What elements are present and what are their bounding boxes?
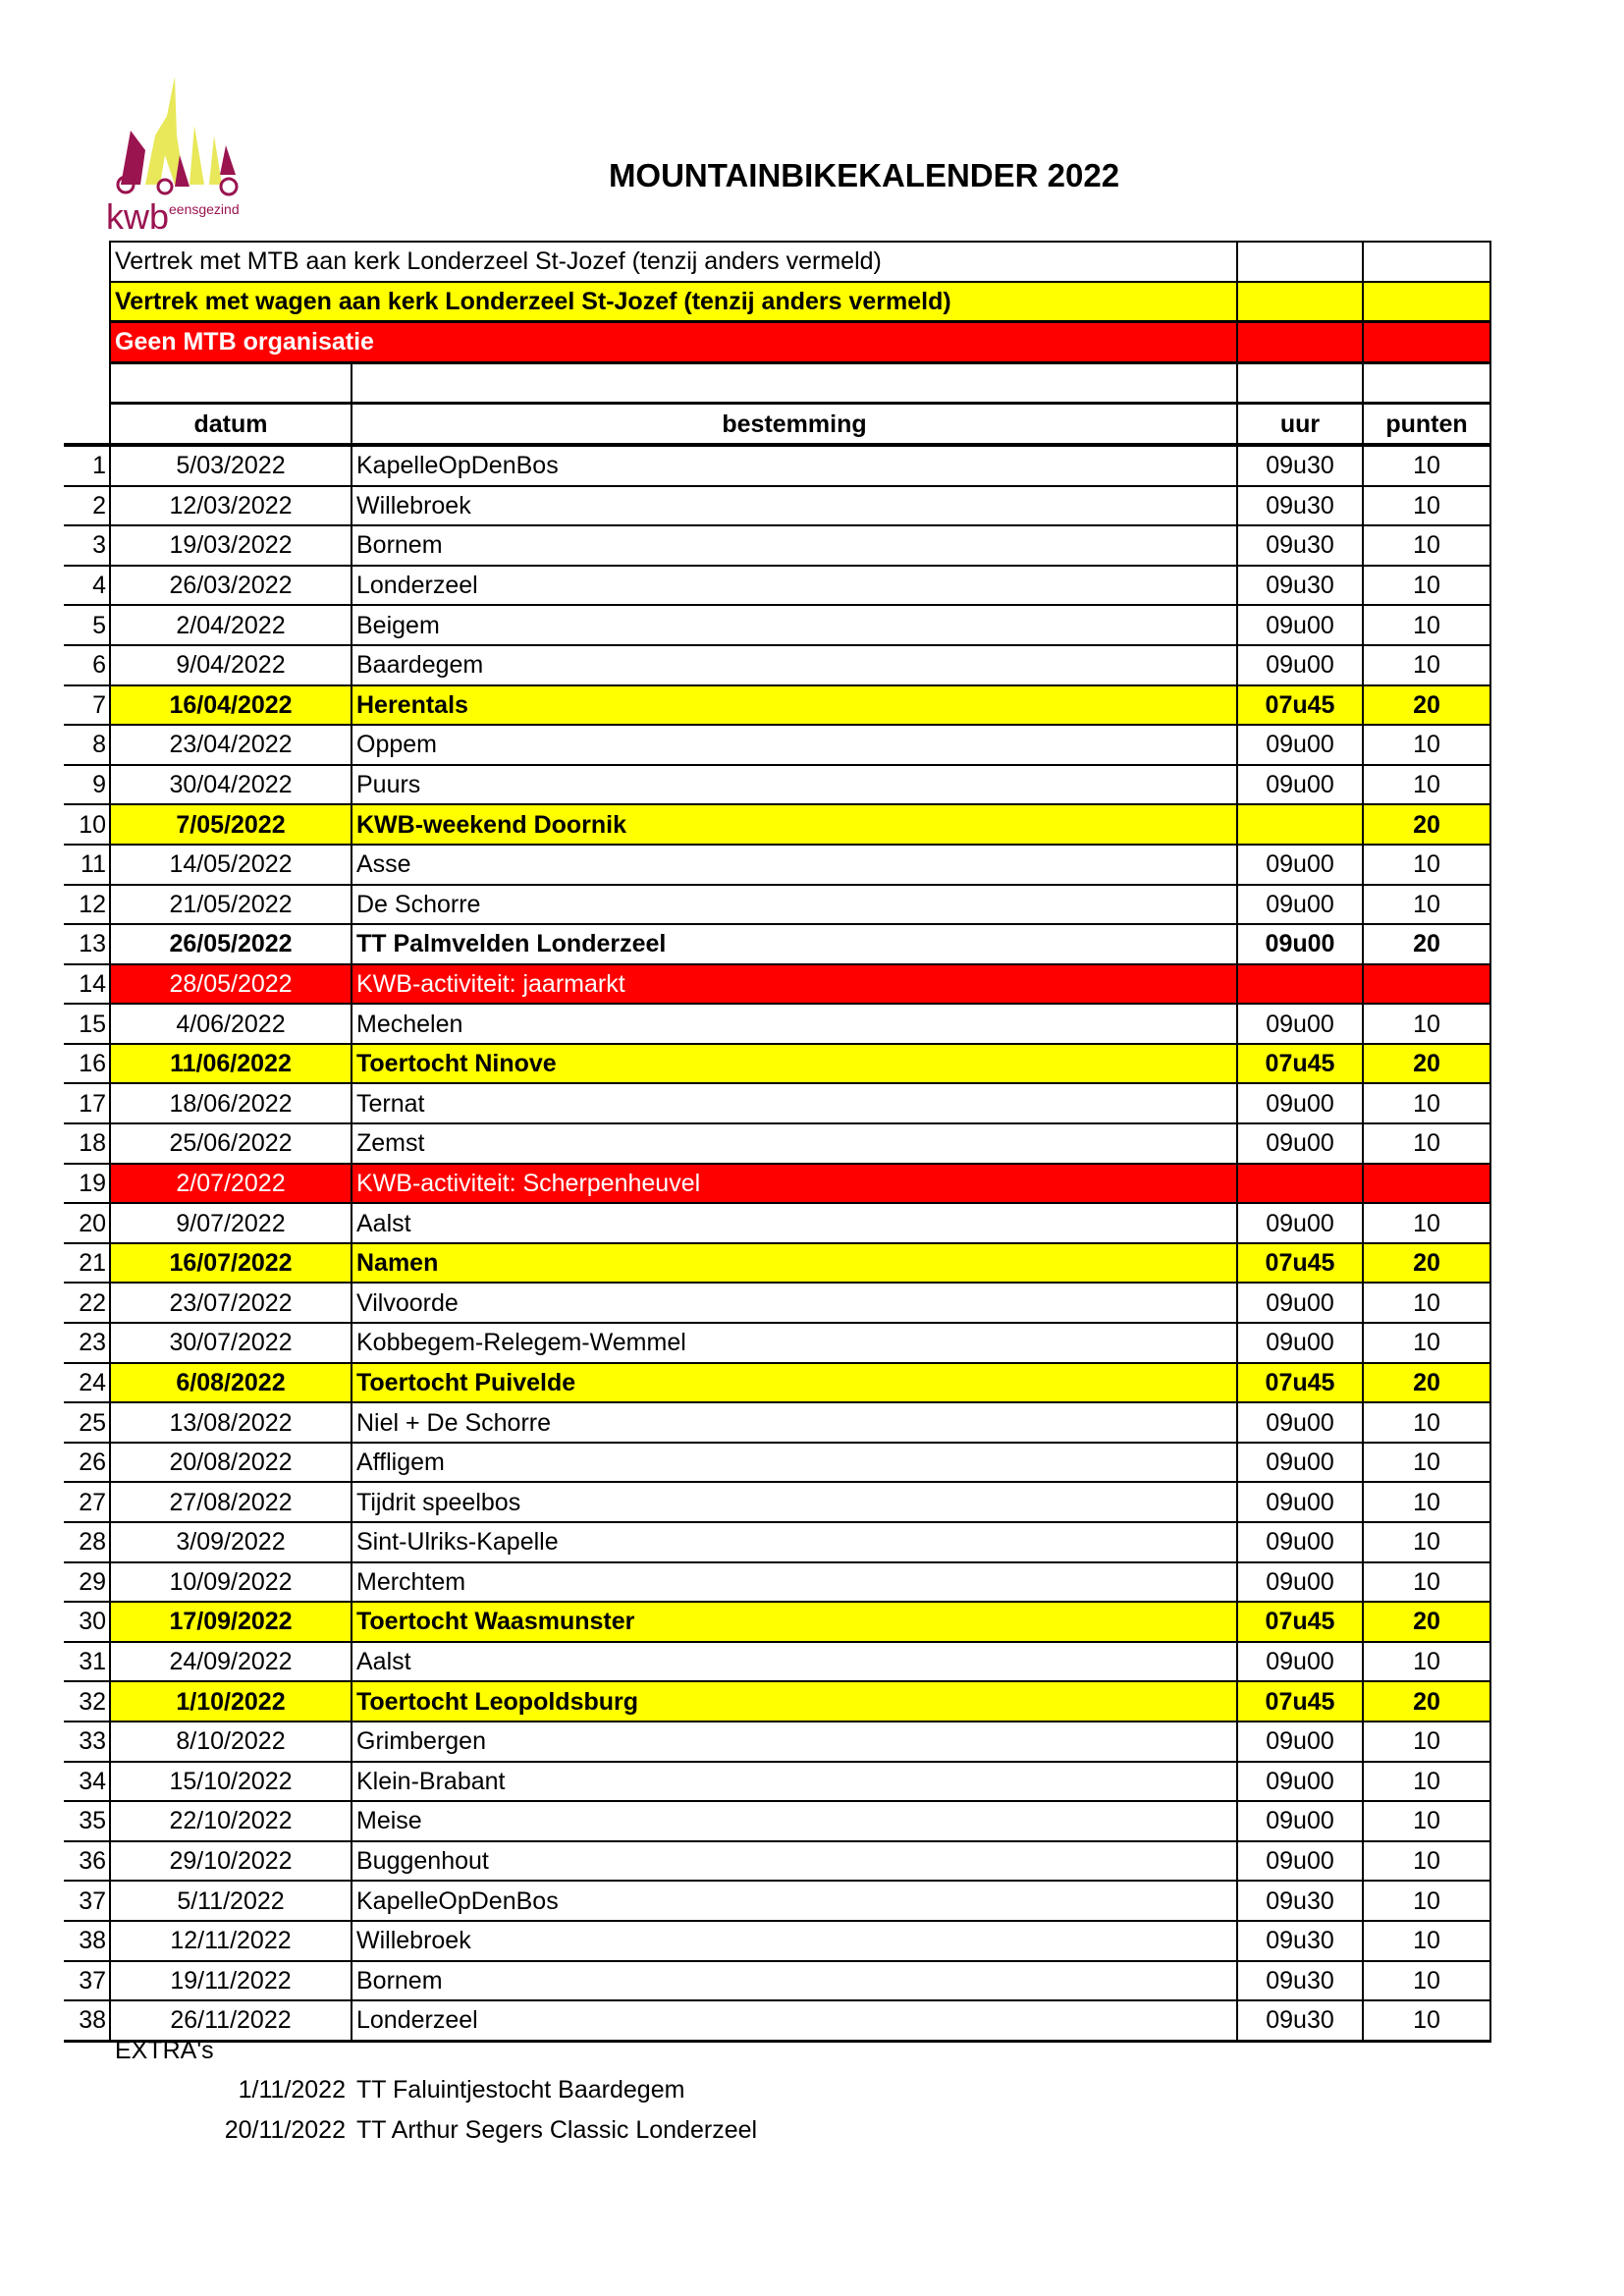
datum-cell: 15/10/2022 [110,1762,352,1802]
table-row [64,1443,1490,1483]
kwb-logo [106,77,263,234]
uur-cell: 09u30 [1237,1961,1363,2001]
row-number: 19 [64,1164,110,1204]
punten-cell: 10 [1363,566,1490,606]
punten-cell: 10 [1363,1562,1490,1603]
bestemming-cell: KapelleOpDenBos [352,1881,1237,1921]
uur-cell: 09u30 [1237,1921,1363,1961]
table-row [64,1961,1490,2001]
table-row [64,845,1490,885]
datum-cell: 13/08/2022 [110,1402,352,1443]
datum-cell: 22/10/2022 [110,1801,352,1841]
uur-cell: 09u30 [1237,566,1363,606]
datum-cell: 12/11/2022 [110,1921,352,1961]
datum-cell: 26/11/2022 [110,2000,352,2041]
uur-cell: 09u00 [1237,1722,1363,1762]
bestemming-cell: Baardegem [352,645,1237,685]
punten-cell: 10 [1363,445,1490,486]
bestemming-cell: Oppem [352,725,1237,765]
table-row [64,1004,1490,1044]
uur-cell: 07u45 [1237,1243,1363,1284]
punten-cell: 10 [1363,1443,1490,1483]
legend-row-wagen [64,282,1490,322]
uur-cell: 09u00 [1237,924,1363,964]
bestemming-cell: Grimbergen [352,1722,1237,1762]
table-row [64,486,1490,526]
svg-text:kwb: kwb [106,196,170,234]
uur-cell: 09u00 [1237,1323,1363,1363]
row-number: 4 [64,566,110,606]
punten-cell: 10 [1363,1482,1490,1522]
punten-cell: 20 [1363,1044,1490,1084]
punten-cell: 10 [1363,486,1490,526]
datum-cell: 30/07/2022 [110,1323,352,1363]
datum-cell: 7/05/2022 [110,804,352,845]
punten-cell: 10 [1363,605,1490,645]
table-row [64,1642,1490,1682]
bestemming-cell: Namen [352,1243,1237,1284]
punten-cell: 10 [1363,1522,1490,1562]
bestemming-cell: Bornem [352,1961,1237,2001]
row-number: 21 [64,1243,110,1284]
row-number: 16 [64,1044,110,1084]
table-row [64,605,1490,645]
bestemming-cell: Klein-Brabant [352,1762,1237,1802]
table-row [64,1921,1490,1961]
uur-cell: 09u00 [1237,1562,1363,1603]
bestemming-cell: Ternat [352,1083,1237,1123]
table-row [64,1841,1490,1882]
table-row [64,964,1490,1005]
uur-cell: 07u45 [1237,685,1363,726]
bestemming-cell: Mechelen [352,1004,1237,1044]
uur-cell: 09u30 [1237,525,1363,566]
punten-cell: 10 [1363,845,1490,885]
table-row [64,1243,1490,1284]
header-uur: uur [1237,404,1363,445]
punten-cell: 20 [1363,924,1490,964]
row-number: 38 [64,2000,110,2041]
punten-cell: 10 [1363,1722,1490,1762]
uur-cell: 09u30 [1237,1881,1363,1921]
row-number: 33 [64,1722,110,1762]
punten-cell [1363,1164,1490,1204]
row-number: 8 [64,725,110,765]
bestemming-cell: Toertocht Leopoldsburg [352,1681,1237,1722]
row-number: 32 [64,1681,110,1722]
punten-cell: 10 [1363,1642,1490,1682]
table-row [64,1881,1490,1921]
datum-cell: 3/09/2022 [110,1522,352,1562]
datum-cell: 8/10/2022 [110,1722,352,1762]
uur-cell: 07u45 [1237,1044,1363,1084]
punten-cell: 10 [1363,885,1490,925]
extra-date: 1/11/2022 [238,2076,346,2104]
table-row [64,1402,1490,1443]
table-row [64,1482,1490,1522]
table-row [64,645,1490,685]
table-row [64,1083,1490,1123]
row-number: 7 [64,685,110,726]
bestemming-cell: Tijdrit speelbos [352,1482,1237,1522]
row-number: 17 [64,1083,110,1123]
table-row [64,885,1490,925]
punten-cell: 10 [1363,525,1490,566]
uur-cell: 09u00 [1237,1841,1363,1882]
uur-cell: 09u00 [1237,725,1363,765]
datum-cell: 16/04/2022 [110,685,352,726]
uur-cell: 07u45 [1237,1363,1363,1403]
punten-cell: 10 [1363,1961,1490,2001]
datum-cell: 9/07/2022 [110,1203,352,1243]
uur-cell: 09u30 [1237,2000,1363,2041]
header-datum: datum [110,404,352,445]
bestemming-cell: Beigem [352,605,1237,645]
table-row [64,725,1490,765]
row-number: 29 [64,1562,110,1603]
bestemming-cell: Herentals [352,685,1237,726]
table-row [64,804,1490,845]
table-row [64,1801,1490,1841]
datum-cell: 2/04/2022 [110,605,352,645]
calendar-table [64,241,1491,2043]
bestemming-cell: Puurs [352,765,1237,805]
row-number: 35 [64,1801,110,1841]
datum-cell: 16/07/2022 [110,1243,352,1284]
uur-cell: 07u45 [1237,1602,1363,1642]
datum-cell: 23/07/2022 [110,1283,352,1323]
bestemming-cell: Zemst [352,1123,1237,1164]
datum-cell: 28/05/2022 [110,964,352,1005]
row-number: 9 [64,765,110,805]
uur-cell: 09u00 [1237,1762,1363,1802]
punten-cell: 10 [1363,1123,1490,1164]
row-number: 5 [64,605,110,645]
table-row [64,1044,1490,1084]
row-number: 38 [64,1921,110,1961]
uur-cell [1237,804,1363,845]
uur-cell: 09u00 [1237,1203,1363,1243]
row-number: 24 [64,1363,110,1403]
row-number: 12 [64,885,110,925]
bestemming-cell: Toertocht Puivelde [352,1363,1237,1403]
uur-cell: 09u00 [1237,1083,1363,1123]
uur-cell: 09u00 [1237,845,1363,885]
table-row [64,765,1490,805]
bestemming-cell: De Schorre [352,885,1237,925]
bestemming-cell: Willebroek [352,1921,1237,1961]
punten-cell: 10 [1363,1083,1490,1123]
bestemming-cell: KapelleOpDenBos [352,445,1237,486]
datum-cell: 26/05/2022 [110,924,352,964]
uur-cell: 09u00 [1237,1482,1363,1522]
punten-cell: 10 [1363,1881,1490,1921]
table-row [64,1722,1490,1762]
row-number: 37 [64,1961,110,2001]
uur-cell: 09u00 [1237,1522,1363,1562]
row-number: 1 [64,445,110,486]
bestemming-cell: Kobbegem-Relegem-Wemmel [352,1323,1237,1363]
row-number: 15 [64,1004,110,1044]
header-bestemming: bestemming [352,404,1237,445]
bestemming-cell: Londerzeel [352,2000,1237,2041]
datum-cell: 18/06/2022 [110,1083,352,1123]
row-number: 10 [64,804,110,845]
table-row [64,1762,1490,1802]
datum-cell: 5/03/2022 [110,445,352,486]
datum-cell: 12/03/2022 [110,486,352,526]
bestemming-cell: Toertocht Ninove [352,1044,1237,1084]
bestemming-cell: Vilvoorde [352,1283,1237,1323]
punten-cell [1363,964,1490,1005]
row-number: 31 [64,1642,110,1682]
datum-cell: 27/08/2022 [110,1482,352,1522]
bestemming-cell: Toertocht Waasmunster [352,1602,1237,1642]
datum-cell: 5/11/2022 [110,1881,352,1921]
datum-cell: 19/11/2022 [110,1961,352,2001]
datum-cell: 20/08/2022 [110,1443,352,1483]
bestemming-cell: Meise [352,1801,1237,1841]
datum-cell: 26/03/2022 [110,566,352,606]
row-number: 13 [64,924,110,964]
row-number: 25 [64,1402,110,1443]
row-number: 14 [64,964,110,1005]
table-row [64,1602,1490,1642]
bestemming-cell: TT Palmvelden Londerzeel [352,924,1237,964]
row-number: 20 [64,1203,110,1243]
uur-cell: 09u00 [1237,1402,1363,1443]
bestemming-cell: KWB-activiteit: jaarmarkt [352,964,1237,1005]
extra-date: 20/11/2022 [224,2116,346,2144]
row-number: 27 [64,1482,110,1522]
table-row [64,1123,1490,1164]
uur-cell: 09u00 [1237,605,1363,645]
legend-row-geen [64,322,1490,363]
uur-cell: 09u30 [1237,445,1363,486]
table-row [64,1323,1490,1363]
uur-cell: 09u00 [1237,1642,1363,1682]
datum-cell: 24/09/2022 [110,1642,352,1682]
punten-cell: 10 [1363,1004,1490,1044]
legend-row-mtb [64,242,1490,282]
punten-cell: 10 [1363,1323,1490,1363]
uur-cell [1237,1164,1363,1204]
punten-cell: 20 [1363,1681,1490,1722]
table-row [64,525,1490,566]
punten-cell: 10 [1363,2000,1490,2041]
punten-cell: 10 [1363,1921,1490,1961]
table-row [64,1522,1490,1562]
bestemming-cell: Buggenhout [352,1841,1237,1882]
uur-cell: 09u00 [1237,765,1363,805]
punten-cell: 10 [1363,1762,1490,1802]
table-row [64,566,1490,606]
row-number: 37 [64,1881,110,1921]
row-number: 28 [64,1522,110,1562]
uur-cell [1237,964,1363,1005]
table-row [64,1203,1490,1243]
datum-cell: 1/10/2022 [110,1681,352,1722]
uur-cell: 09u00 [1237,645,1363,685]
datum-cell: 17/09/2022 [110,1602,352,1642]
punten-cell: 10 [1363,1203,1490,1243]
bestemming-cell: Aalst [352,1642,1237,1682]
row-number: 22 [64,1283,110,1323]
legend-geen: Geen MTB organisatie [110,322,1237,363]
extras-label: EXTRA's [115,2037,214,2064]
datum-cell: 6/08/2022 [110,1363,352,1403]
punten-cell: 10 [1363,1283,1490,1323]
punten-cell: 10 [1363,725,1490,765]
row-number: 26 [64,1443,110,1483]
legend-wagen: Vertrek met wagen aan kerk Londerzeel St-Jozef (tenzij anders vermeld) [110,282,1237,322]
row-number: 23 [64,1323,110,1363]
row-number: 34 [64,1762,110,1802]
punten-cell: 20 [1363,804,1490,845]
uur-cell: 09u30 [1237,486,1363,526]
row-number: 3 [64,525,110,566]
bestemming-cell: KWB-weekend Doornik [352,804,1237,845]
punten-cell: 10 [1363,1841,1490,1882]
table-row [64,1562,1490,1603]
table-row [64,445,1490,486]
legend-mtb: Vertrek met MTB aan kerk Londerzeel St-Jozef (tenzij anders vermeld) [110,242,1237,282]
uur-cell: 09u00 [1237,1801,1363,1841]
table-row [64,2000,1490,2041]
bestemming-cell: Niel + De Schorre [352,1402,1237,1443]
datum-cell: 23/04/2022 [110,725,352,765]
datum-cell: 2/07/2022 [110,1164,352,1204]
bestemming-cell: KWB-activiteit: Scherpenheuvel [352,1164,1237,1204]
punten-cell: 10 [1363,1402,1490,1443]
punten-cell: 20 [1363,1363,1490,1403]
punten-cell: 20 [1363,1243,1490,1284]
uur-cell: 09u00 [1237,1443,1363,1483]
datum-cell: 19/03/2022 [110,525,352,566]
header-row [64,404,1490,445]
uur-cell: 09u00 [1237,885,1363,925]
table-row [64,1283,1490,1323]
uur-cell: 07u45 [1237,1681,1363,1722]
bestemming-cell: Willebroek [352,486,1237,526]
punten-cell: 20 [1363,1602,1490,1642]
table-row [64,1363,1490,1403]
svg-text:eensgezind: eensgezind [169,201,240,217]
datum-cell: 25/06/2022 [110,1123,352,1164]
row-number: 11 [64,845,110,885]
datum-cell: 4/06/2022 [110,1004,352,1044]
row-number: 6 [64,645,110,685]
bestemming-cell: Aalst [352,1203,1237,1243]
datum-cell: 9/04/2022 [110,645,352,685]
datum-cell: 11/06/2022 [110,1044,352,1084]
empty-row [64,362,1490,404]
bestemming-cell: Londerzeel [352,566,1237,606]
page-title: MOUNTAINBIKEKALENDER 2022 [608,157,1120,193]
bestemming-cell: Merchtem [352,1562,1237,1603]
bestemming-cell: Sint-Ulriks-Kapelle [352,1522,1237,1562]
row-number: 2 [64,486,110,526]
table-row [64,1164,1490,1204]
table-row [64,924,1490,964]
bestemming-cell: Asse [352,845,1237,885]
datum-cell: 21/05/2022 [110,885,352,925]
extra-description: TT Arthur Segers Classic Londerzeel [356,2116,758,2144]
bestemming-cell: Affligem [352,1443,1237,1483]
datum-cell: 10/09/2022 [110,1562,352,1603]
header-punten: punten [1363,404,1490,445]
row-number: 30 [64,1602,110,1642]
datum-cell: 29/10/2022 [110,1841,352,1882]
row-number: 36 [64,1841,110,1882]
punten-cell: 10 [1363,1801,1490,1841]
datum-cell: 14/05/2022 [110,845,352,885]
bestemming-cell: Bornem [352,525,1237,566]
extra-description: TT Faluintjestocht Baardegem [356,2076,685,2104]
uur-cell: 09u00 [1237,1283,1363,1323]
row-number: 18 [64,1123,110,1164]
table-row [64,1681,1490,1722]
datum-cell: 30/04/2022 [110,765,352,805]
uur-cell: 09u00 [1237,1004,1363,1044]
punten-cell: 10 [1363,765,1490,805]
punten-cell: 20 [1363,685,1490,726]
punten-cell: 10 [1363,645,1490,685]
uur-cell: 09u00 [1237,1123,1363,1164]
table-row [64,685,1490,726]
